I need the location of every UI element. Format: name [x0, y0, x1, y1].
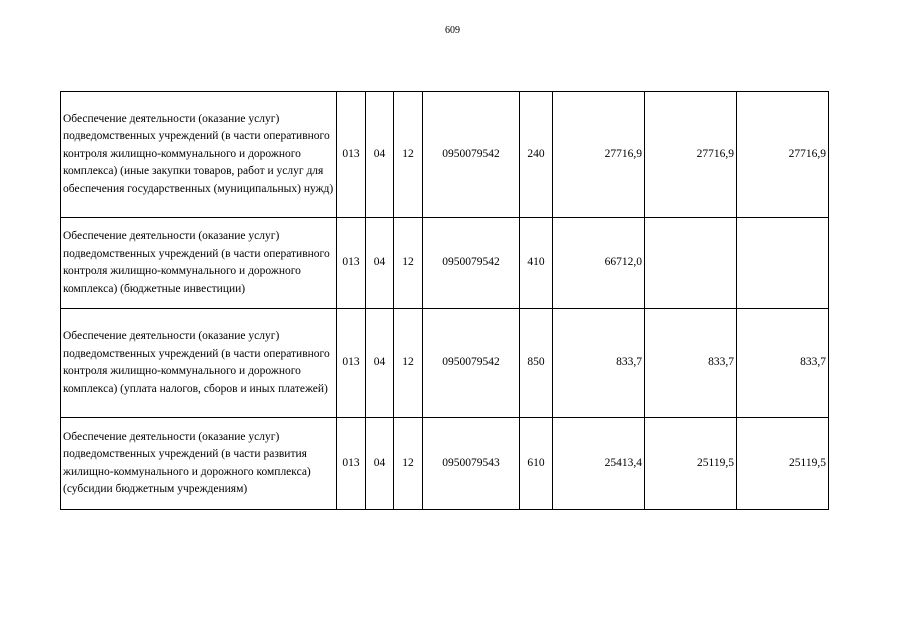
row-description: Обеспечение деятельности (оказание услуг) подведомственных учреждений (в части оперативного контроля жилищно-коммунального и дорожного комплекса) (уплата налогов, сборов и иных платежей)	[61, 309, 337, 418]
section-code: 04	[366, 309, 394, 418]
section-code: 04	[366, 92, 394, 218]
budget-table	[60, 91, 829, 510]
amount-year-1: 27716,9	[553, 92, 645, 218]
subsection-code: 12	[394, 309, 423, 418]
table-row	[61, 218, 829, 309]
row-description: Обеспечение деятельности (оказание услуг) подведомственных учреждений (в части оперативного контроля жилищно-коммунального и дорожного комплекса) (иные закупки товаров, работ и услуг для обеспечения государственных (муниципальных) нужд)	[61, 92, 337, 218]
amount-year-3: 833,7	[737, 309, 829, 418]
ministry-code: 013	[337, 418, 366, 510]
amount-year-1: 833,7	[553, 309, 645, 418]
subsection-code: 12	[394, 418, 423, 510]
row-description: Обеспечение деятельности (оказание услуг) подведомственных учреждений (в части развития жилищно-коммунального и дорожного комплекса) (субсидии бюджетным учреждениям)	[61, 418, 337, 510]
target-article-code: 0950079542	[423, 309, 520, 418]
amount-year-1: 25413,4	[553, 418, 645, 510]
amount-year-1: 66712,0	[553, 218, 645, 309]
subsection-code: 12	[394, 92, 423, 218]
target-article-code: 0950079542	[423, 218, 520, 309]
amount-year-2: 27716,9	[645, 92, 737, 218]
table-row	[61, 309, 829, 418]
amount-year-2	[645, 218, 737, 309]
target-article-code: 0950079543	[423, 418, 520, 510]
amount-year-2: 25119,5	[645, 418, 737, 510]
ministry-code: 013	[337, 92, 366, 218]
amount-year-3	[737, 218, 829, 309]
expense-type-code: 850	[520, 309, 553, 418]
amount-year-2: 833,7	[645, 309, 737, 418]
ministry-code: 013	[337, 218, 366, 309]
target-article-code: 0950079542	[423, 92, 520, 218]
amount-year-3: 25119,5	[737, 418, 829, 510]
subsection-code: 12	[394, 218, 423, 309]
table-row	[61, 418, 829, 510]
section-code: 04	[366, 418, 394, 510]
table-row	[61, 92, 829, 218]
page-number: 609	[445, 25, 460, 36]
ministry-code: 013	[337, 309, 366, 418]
expense-type-code: 610	[520, 418, 553, 510]
row-description: Обеспечение деятельности (оказание услуг) подведомственных учреждений (в части оперативного контроля жилищно-коммунального и дорожного комплекса) (бюджетные инвестиции)	[61, 218, 337, 309]
expense-type-code: 240	[520, 92, 553, 218]
expense-type-code: 410	[520, 218, 553, 309]
amount-year-3: 27716,9	[737, 92, 829, 218]
section-code: 04	[366, 218, 394, 309]
